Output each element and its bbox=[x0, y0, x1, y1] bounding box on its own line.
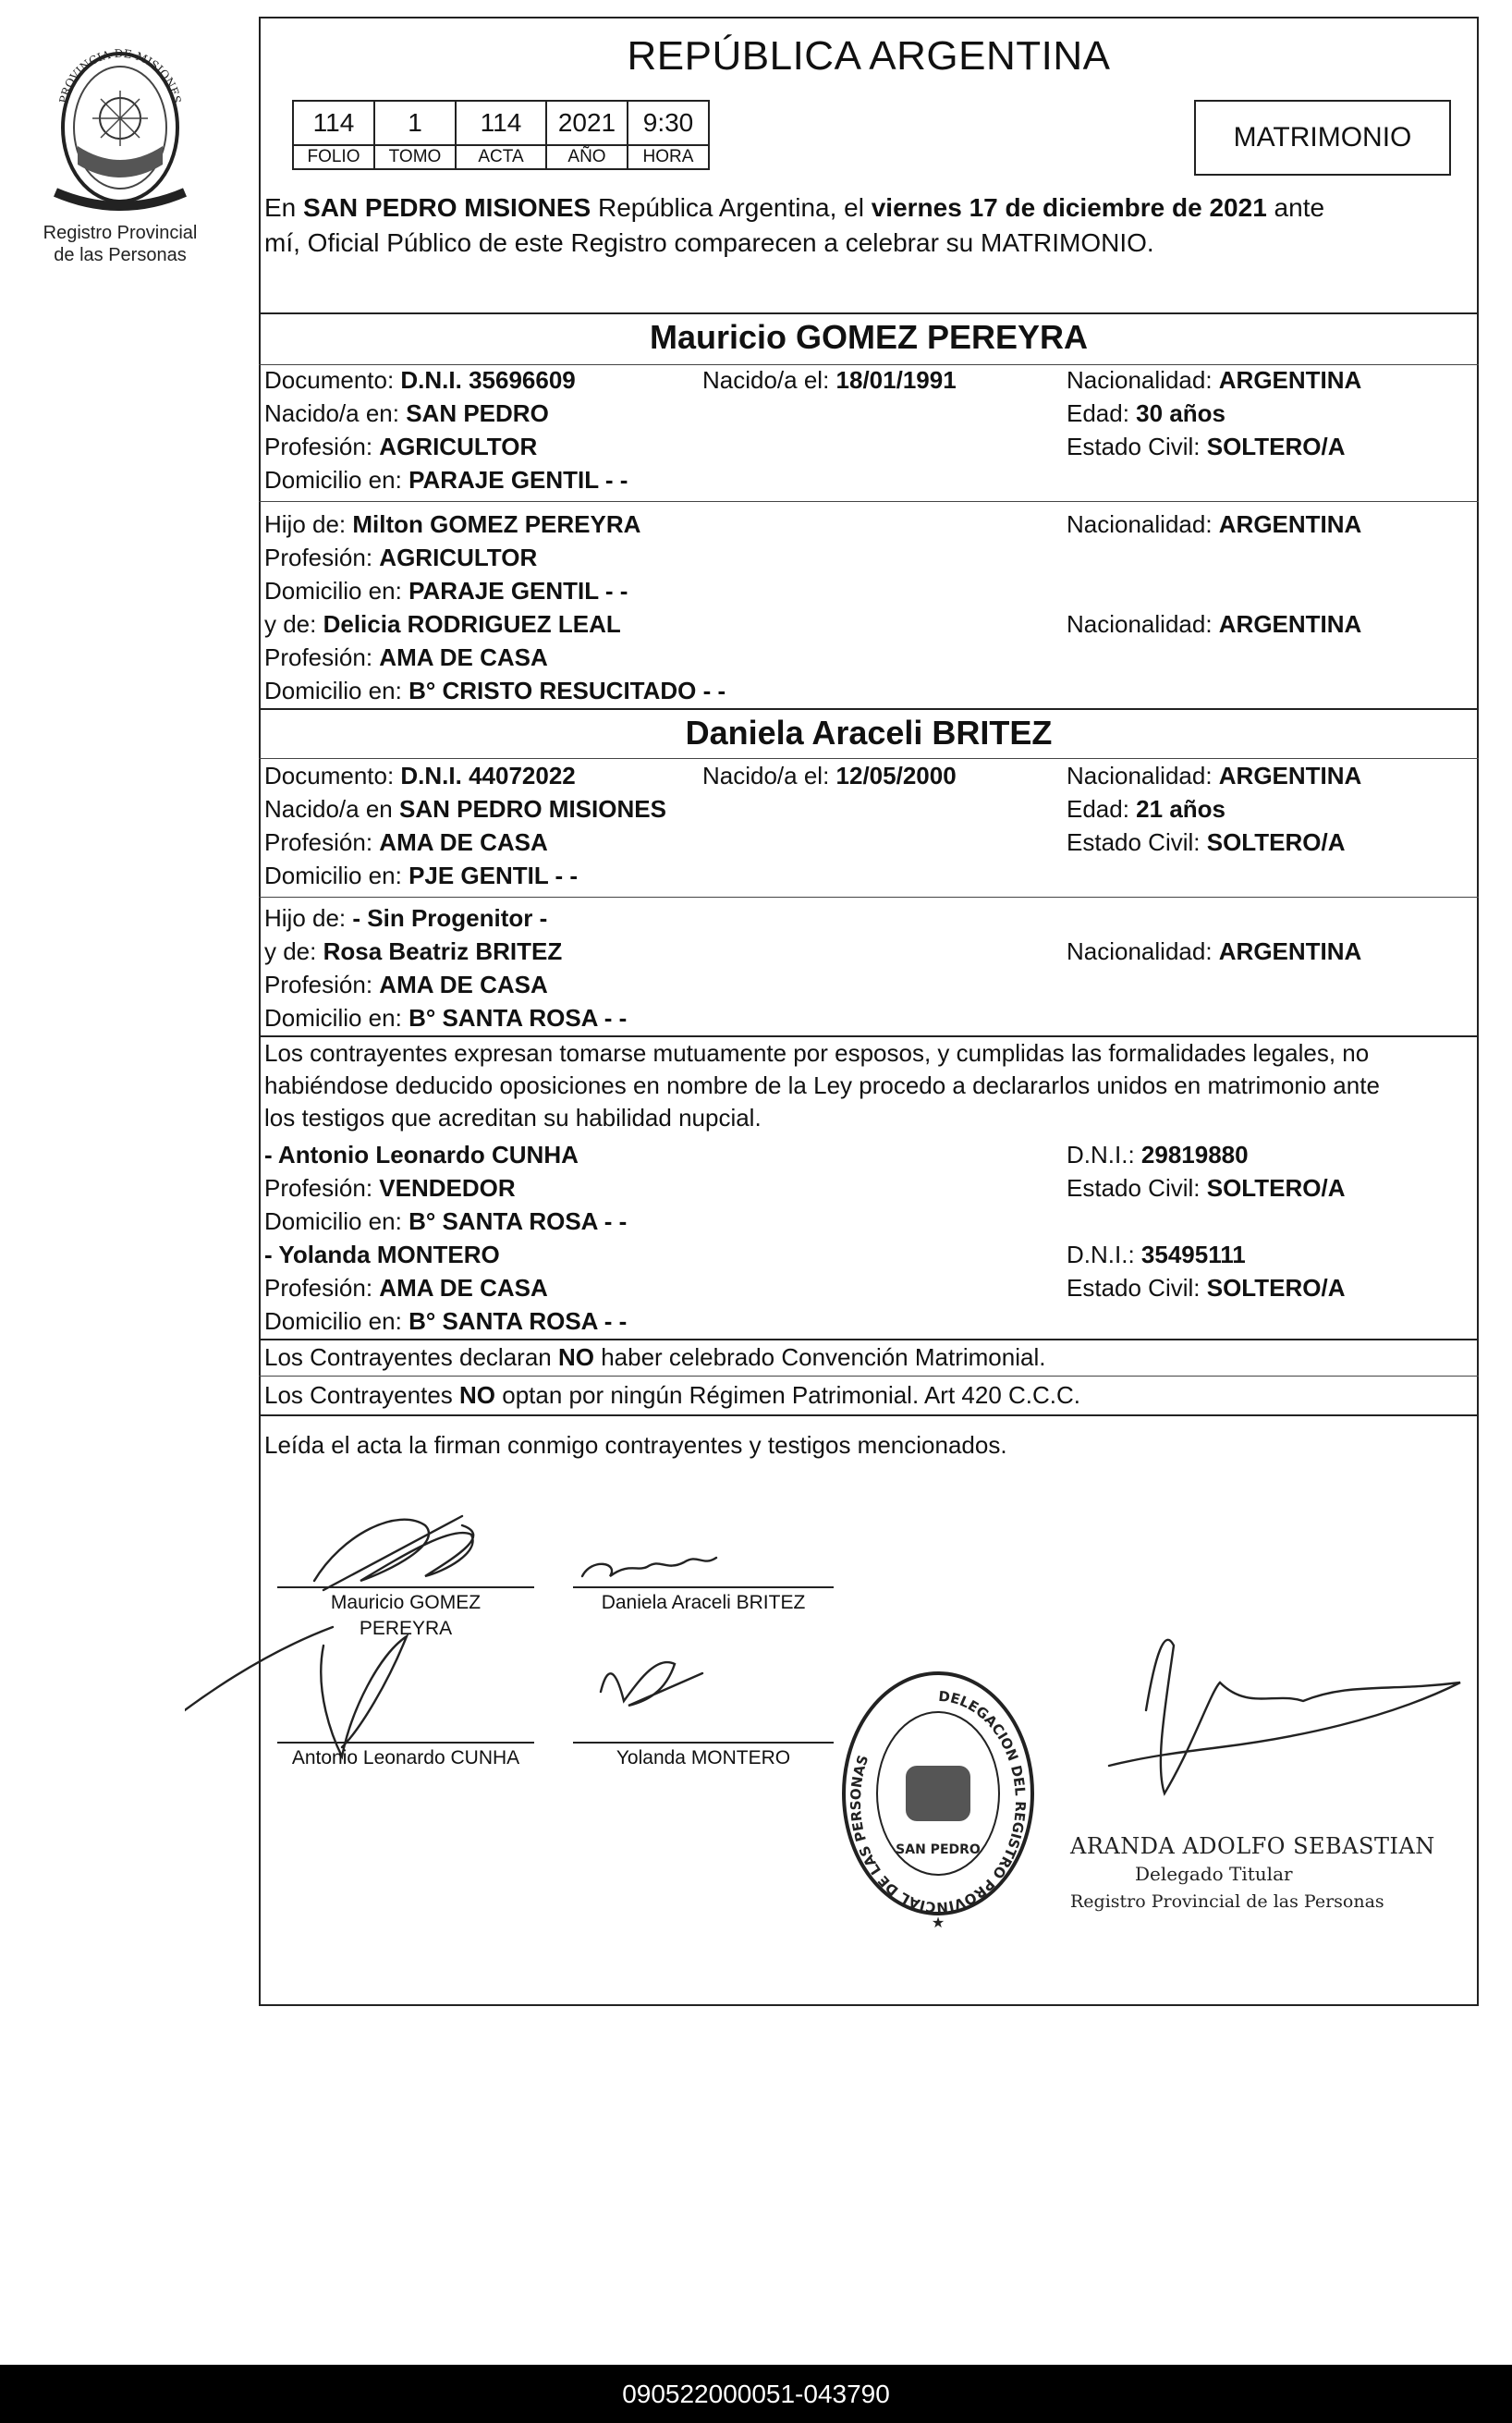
intro-paragraph bbox=[264, 190, 1475, 261]
closing-statement: Leída el acta la firman conmigo contrayentes y testigos mencionados. bbox=[264, 1431, 1007, 1459]
witness1-dni: D.N.I.: 29819880 bbox=[1067, 1141, 1249, 1169]
logo-ring-text: PROVINCIA DE MISIONES bbox=[56, 46, 184, 105]
declaration-line-1: Los contrayentes expresan tomarse mutuamente por esposos, y cumplidas las formalidades legales, no bbox=[264, 1039, 1370, 1067]
divider bbox=[259, 708, 1479, 710]
spouse2-address: Domicilio en: PJE GENTIL - - bbox=[264, 862, 579, 889]
spouse1-document: Documento: D.N.I. 35696609 bbox=[264, 366, 576, 394]
folio-value: 114 bbox=[293, 101, 374, 145]
signature-caption-spouse2: Daniela Araceli BRITEZ bbox=[601, 1592, 806, 1613]
seal-emblem bbox=[906, 1766, 970, 1821]
star-icon: ★ bbox=[931, 1915, 945, 1931]
provincia-misiones-coat-of-arms-logo bbox=[37, 35, 203, 220]
spouse2-father: Hijo de: - Sin Progenitor - bbox=[264, 904, 548, 932]
spouse2-age: Edad: 21 años bbox=[1067, 795, 1225, 823]
signature-caption-spouse1: Mauricio GOMEZ PEREYRA bbox=[330, 1592, 482, 1639]
witness2-address: Domicilio en: B° SANTA ROSA - - bbox=[264, 1307, 628, 1335]
divider bbox=[259, 1339, 1479, 1340]
intro-text-2: República Argentina, el bbox=[591, 193, 872, 222]
spouse2-mother-address: Domicilio en: B° SANTA ROSA - - bbox=[264, 1004, 628, 1032]
convention-statement: Los Contrayentes declaran NO haber celebrado Convención Matrimonial. bbox=[264, 1343, 1046, 1371]
divider bbox=[259, 501, 1479, 502]
signature-line bbox=[277, 1742, 534, 1744]
logo-caption-line-2: de las Personas bbox=[54, 245, 187, 265]
spouse2-civil-status: Estado Civil: SOLTERO/A bbox=[1067, 828, 1346, 856]
spouse1-profession: Profesión: AGRICULTOR bbox=[264, 433, 538, 460]
witness1-profession: Profesión: VENDEDOR bbox=[264, 1174, 516, 1202]
signature-scribble bbox=[321, 1636, 407, 1756]
patrimonial-regime-statement: Los Contrayentes NO optan por ningún Régimen Patrimonial. Art 420 C.C.C. bbox=[264, 1381, 1081, 1409]
spouse2-nationality: Nacionalidad: ARGENTINA bbox=[1067, 762, 1362, 789]
divider bbox=[259, 1376, 1479, 1377]
act-type-box: MATRIMONIO bbox=[1194, 100, 1451, 176]
witness2-name: - Yolanda MONTERO bbox=[264, 1241, 500, 1268]
witness1-civil-status: Estado Civil: SOLTERO/A bbox=[1067, 1174, 1346, 1202]
footer-document-code: 090522000051-043790 bbox=[0, 2365, 1512, 2423]
intro-text-3: ante bbox=[1266, 193, 1325, 222]
signature-scribble bbox=[1109, 1640, 1460, 1793]
signature-line bbox=[277, 1586, 534, 1588]
divider bbox=[259, 1414, 1479, 1416]
logo-caption-line-1: Registro Provincial bbox=[43, 223, 198, 243]
intro-place: SAN PEDRO MISIONES bbox=[303, 193, 591, 222]
spouse2-mother-profession: Profesión: AMA DE CASA bbox=[264, 971, 548, 998]
seal-center-text: SAN PEDRO bbox=[896, 1842, 981, 1857]
spouse2-mother-nationality: Nacionalidad: ARGENTINA bbox=[1067, 937, 1362, 965]
declaration-line-3: los testigos que acreditan su habilidad nupcial. bbox=[264, 1104, 762, 1132]
official-role: Delegado Titular bbox=[1135, 1863, 1293, 1885]
san-pedro-delegation-seal bbox=[844, 1673, 1032, 1931]
official-name: ARANDA ADOLFO SEBASTIAN bbox=[1070, 1833, 1435, 1859]
tomo-value: 1 bbox=[374, 101, 456, 145]
intro-line-2: mí, Oficial Público de este Registro comparecen a celebrar su MATRIMONIO. bbox=[264, 228, 1154, 257]
spouse1-birth-place: Nacido/a en: SAN PEDRO bbox=[264, 399, 549, 427]
spouse1-father-address: Domicilio en: PARAJE GENTIL - - bbox=[264, 577, 628, 605]
signature-line bbox=[573, 1586, 834, 1588]
acta-label: ACTA bbox=[456, 145, 546, 169]
acta-value: 114 bbox=[456, 101, 546, 145]
anio-label: AÑO bbox=[546, 145, 628, 169]
spouse1-mother-profession: Profesión: AMA DE CASA bbox=[264, 643, 548, 671]
spouse1-name: Mauricio GOMEZ PEREYRA bbox=[649, 318, 1089, 356]
spouse2-name: Daniela Araceli BRITEZ bbox=[685, 714, 1053, 752]
spouse1-birth-date: Nacido/a el: 18/01/1991 bbox=[702, 366, 957, 394]
spouse1-mother-address: Domicilio en: B° CRISTO RESUCITADO - - bbox=[264, 677, 726, 704]
signature-caption-witness1: Antonio Leonardo CUNHA bbox=[291, 1747, 520, 1768]
spouse1-nationality: Nacionalidad: ARGENTINA bbox=[1067, 366, 1362, 394]
witness2-civil-status: Estado Civil: SOLTERO/A bbox=[1067, 1274, 1346, 1302]
declaration-line-2: habiéndose deducido oposiciones en nombre de la Ley procedo a declararlos unidos en matrimonio ante bbox=[264, 1071, 1380, 1099]
spouse2-mother: y de: Rosa Beatriz BRITEZ bbox=[264, 937, 563, 965]
witness2-dni: D.N.I.: 35495111 bbox=[1067, 1241, 1246, 1268]
official-stamp bbox=[1070, 1832, 1435, 1915]
spouse2-birth-date: Nacido/a el: 12/05/2000 bbox=[702, 762, 957, 789]
hora-value: 9:30 bbox=[628, 101, 709, 145]
intro-date: viernes 17 de diciembre de 2021 bbox=[871, 193, 1267, 222]
signature-caption-witness2: Yolanda MONTERO bbox=[616, 1747, 791, 1768]
spouse1-mother: y de: Delicia RODRIGUEZ LEAL bbox=[264, 610, 621, 638]
spouse1-father: Hijo de: Milton GOMEZ PEREYRA bbox=[264, 510, 641, 538]
spouse1-father-nationality: Nacionalidad: ARGENTINA bbox=[1067, 510, 1362, 538]
spouse2-birth-place: Nacido/a en SAN PEDRO MISIONES bbox=[264, 795, 666, 823]
spouse2-profession: Profesión: AMA DE CASA bbox=[264, 828, 548, 856]
registry-data-table bbox=[292, 100, 710, 170]
witness1-address: Domicilio en: B° SANTA ROSA - - bbox=[264, 1207, 628, 1235]
hora-label: HORA bbox=[628, 145, 709, 169]
signature-line bbox=[573, 1742, 834, 1744]
spouse1-age: Edad: 30 años bbox=[1067, 399, 1225, 427]
intro-text-1: En bbox=[264, 193, 304, 222]
signature-scribble bbox=[314, 1520, 473, 1581]
witness1-name: - Antonio Leonardo CUNHA bbox=[264, 1141, 579, 1169]
anio-value: 2021 bbox=[546, 101, 628, 145]
spouse1-civil-status: Estado Civil: SOLTERO/A bbox=[1067, 433, 1346, 460]
folio-label: FOLIO bbox=[293, 145, 374, 169]
tomo-label: TOMO bbox=[374, 145, 456, 169]
divider bbox=[259, 897, 1479, 898]
witness2-profession: Profesión: AMA DE CASA bbox=[264, 1274, 548, 1302]
spouse2-document: Documento: D.N.I. 44072022 bbox=[264, 762, 576, 789]
divider bbox=[259, 758, 1479, 759]
spouse1-address: Domicilio en: PARAJE GENTIL - - bbox=[264, 466, 628, 494]
spouse1-father-profession: Profesión: AGRICULTOR bbox=[264, 544, 538, 571]
document-title: REPÚBLICA ARGENTINA bbox=[627, 33, 1111, 79]
divider bbox=[259, 312, 1479, 314]
signature-scribble bbox=[601, 1662, 702, 1706]
signature-scribble bbox=[582, 1558, 716, 1576]
signature-scribble bbox=[323, 1516, 462, 1590]
declaration-paragraph bbox=[264, 1037, 1477, 1134]
spouse1-mother-nationality: Nacionalidad: ARGENTINA bbox=[1067, 610, 1362, 638]
official-organization: Registro Provincial de las Personas bbox=[1070, 1891, 1384, 1912]
seal-ring-text: DELEGACION DEL REGISTRO PROVINCIAL DE LAS PERSONAS bbox=[847, 1687, 1030, 1916]
logo-caption bbox=[18, 222, 222, 266]
